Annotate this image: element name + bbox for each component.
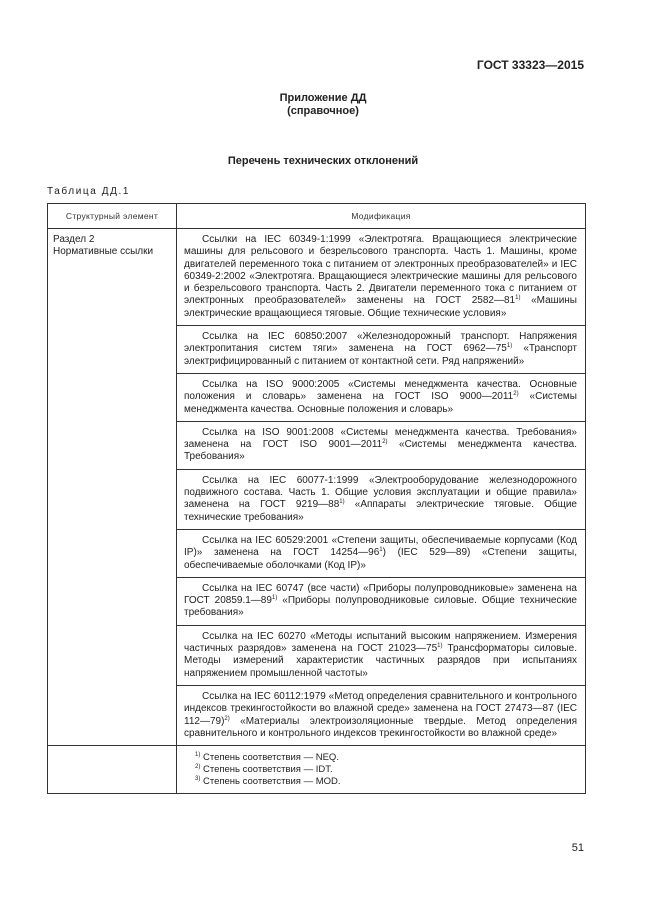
modification-text: Ссылка на IEC 60112:1979 «Метод определения сравнительного и контрольного индексов трекингостойкости во влажной среде» заменена на ГОСТ 27473—87 (IEC 112—79) bbox=[184, 690, 577, 727]
footnote-ref: 1 bbox=[379, 547, 383, 554]
footnote-text: Степень соответствия — NEQ. bbox=[200, 752, 339, 764]
modification-cell bbox=[177, 685, 586, 745]
modification-text: «Транспорт электрифицированный с питанием от контактной сети. Ряд напряжений» bbox=[184, 343, 577, 367]
table-header-row bbox=[48, 204, 586, 229]
modification-text: Ссылки на IEC 60349-1:1999 «Электротяга. Вращающиеся электрические машины для рельсового и безрельсового транспорта. Часть 1. Машины, кроме двигателей переменного тока с питанием от электронных преобразователей» и IEC 60349-2:2002 «Электротяга. Вращающиеся электрические машины для рельсового и безрельсового транспорта. Часть 2. Двигатели переменного тока с питанием от электронных преобразователей» заменены на ГОСТ 2582—81 bbox=[184, 234, 577, 307]
appendix-heading bbox=[0, 92, 646, 118]
appendix-title: Приложение ДД bbox=[279, 92, 367, 104]
footnote-ref: 2) bbox=[224, 715, 230, 722]
modification-text: Ссылка на ISO 9000:2005 «Системы менеджмента качества. Основные положения и словарь» заменена на ГОСТ ISO 9000—2011 bbox=[184, 378, 577, 403]
footnote-mark: 1) bbox=[195, 752, 201, 759]
modification-cell bbox=[177, 577, 586, 625]
column-header-element: Структурный элемент bbox=[48, 204, 177, 229]
modification-text: Ссылка на IEC 60747 (все части) «Приборы полупроводниковые» заменена на ГОСТ 20859.1—89 bbox=[184, 582, 577, 607]
table-row bbox=[48, 229, 586, 326]
modification-text: «Системы менеджмента качества. Требования» bbox=[184, 439, 577, 463]
footnotes-row bbox=[48, 746, 586, 794]
modification-cell bbox=[177, 326, 586, 374]
footnote-ref: 1) bbox=[271, 595, 278, 602]
footnote-ref: 1) bbox=[339, 499, 345, 506]
footnote-ref: 1) bbox=[515, 295, 521, 302]
footnote-text: Степень соответствия — MOD. bbox=[200, 776, 341, 788]
section-cell bbox=[48, 229, 177, 746]
modification-text: Ссылка на IEC 60529:2001 «Степени защиты, обеспечиваемые корпусами (Код IP)» заменена на ГОСТ 14254—96 bbox=[184, 534, 577, 559]
modification-text: «Системы менеджмента качества. Основные положения и словарь» bbox=[184, 391, 577, 415]
footnote-ref: 2) bbox=[382, 439, 388, 446]
modification-text: Ссылка на IEC 60850:2007 «Железнодорожный транспорт. Напряжения электропитания систем тяги» заменена на ГОСТ 6962—75 bbox=[184, 331, 577, 355]
footnote-ref: 2) bbox=[513, 391, 519, 398]
modification-cell bbox=[177, 625, 586, 685]
modification-text: «Материалы электроизоляционные твердые. Метод определения сравнительного и контрольного индексов трекингостойкости во влажной среде» bbox=[184, 715, 577, 739]
appendix-subtitle: (справочное) bbox=[287, 105, 359, 117]
standard-code: ГОСТ 33323—2015 bbox=[476, 58, 584, 72]
modification-cell bbox=[177, 229, 586, 326]
footnote bbox=[195, 764, 577, 776]
footnote bbox=[195, 752, 577, 764]
footnote-text: Степень соответствия — IDT. bbox=[200, 764, 333, 776]
modification-text: Ссылка на IEC 60077-1:1999 «Электрооборудование железнодорожного подвижного состава. Часть 1. Общие условия эксплуатации и общие правила» заменена на ГОСТ 9219—88 bbox=[184, 474, 577, 511]
footnotes-empty-cell bbox=[48, 746, 177, 794]
modification-text: «Приборы полупроводниковые силовые. Общие технические требования» bbox=[184, 595, 577, 619]
footnote-ref: 1) bbox=[437, 643, 443, 650]
footnotes-cell bbox=[177, 746, 586, 794]
modification-text: Ссылка на ISO 9001:2008 «Системы менеджмента качества. Требования» заменена на ГОСТ ISO 9001—2011 bbox=[184, 426, 577, 451]
modification-cell bbox=[177, 421, 586, 469]
section-name: Нормативные ссылки bbox=[53, 246, 154, 258]
footnote-mark: 2) bbox=[195, 764, 201, 771]
footnote bbox=[195, 776, 577, 788]
footnote-mark: 3) bbox=[195, 776, 201, 783]
modification-text: «Аппараты электрические тяговые. Общие технические требования» bbox=[184, 499, 577, 523]
column-header-modification: Модификация bbox=[177, 204, 586, 229]
list-title: Перечень технических отклонений bbox=[227, 155, 419, 167]
deviations-table bbox=[47, 203, 586, 794]
modification-cell bbox=[177, 373, 586, 421]
modification-cell bbox=[177, 529, 586, 577]
modification-text: ) (IEC 529—89) «Степени защиты, обеспечиваемые оболочками (Код IP)» bbox=[184, 547, 577, 571]
modification-text: Трансформаторы силовые. Методы измерений характеристик частичных разрядов при испытаниях напряжением промышленной частоты» bbox=[184, 643, 577, 679]
modification-text: Ссылка на IEC 60270 «Методы испытаний высоким напряжением. Измерения частичных разрядов» заменена на ГОСТ 21023—75 bbox=[184, 630, 577, 655]
modification-cell bbox=[177, 469, 586, 529]
modification-text: «Машины электрические вращающиеся тяговые. Общие технические условия» bbox=[184, 295, 577, 319]
footnote-ref: 1) bbox=[506, 343, 513, 350]
page-number: 51 bbox=[571, 842, 584, 854]
table-label: Таблица ДД.1 bbox=[47, 186, 131, 197]
table-body bbox=[48, 229, 586, 794]
section-number: Раздел 2 bbox=[53, 234, 95, 245]
